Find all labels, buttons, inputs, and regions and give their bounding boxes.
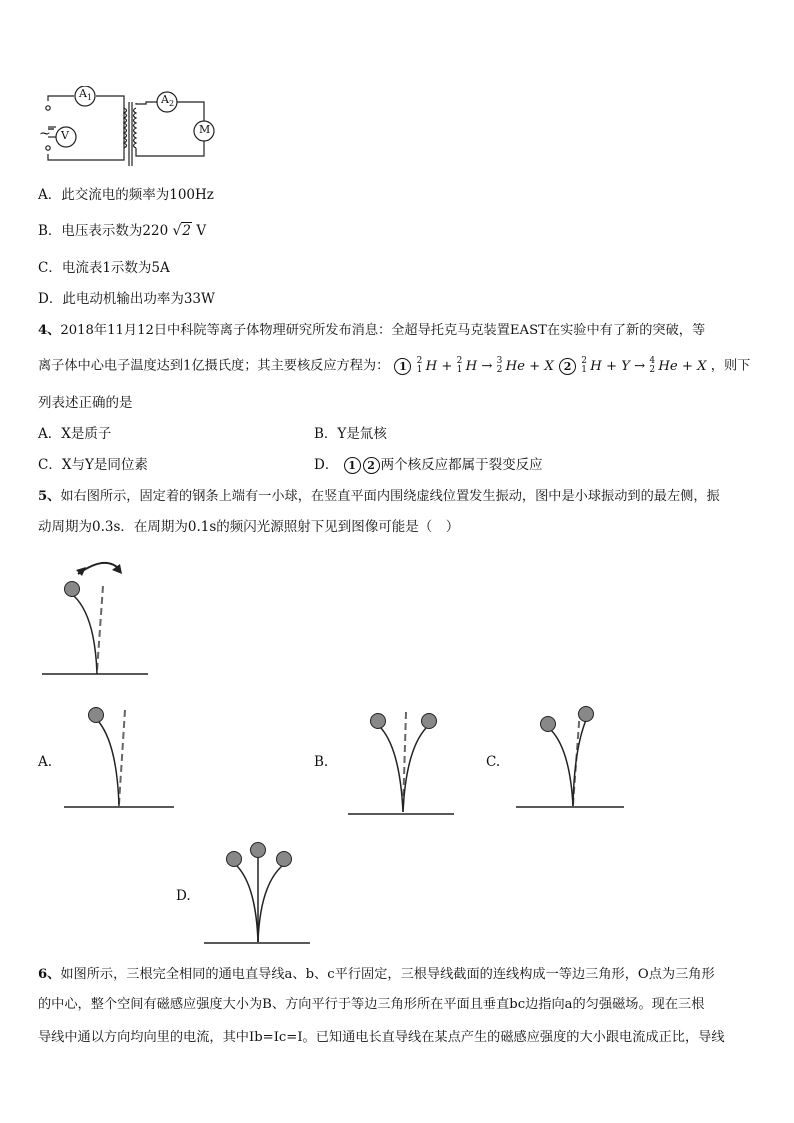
circled-2-icon: 2 — [363, 457, 380, 474]
q3-option-c[interactable]: C．电流表1示数为5A — [38, 260, 170, 276]
q5-choice-a-figure[interactable] — [62, 700, 178, 812]
motor-label: M — [199, 123, 211, 136]
q6-stem-line3: 导线中通以方向均向里的电流，其中Ib=Ic=I。已知通电长直导线在某点产生的磁感应强度的大小跟电流成正比，导线 — [38, 1030, 725, 1045]
ammeter2-label: $A_2$ — [161, 93, 175, 109]
q6-stem-line2: 的中心，整个空间有磁感应强度大小为B、方向平行于等边三角形所在平面且垂直bc边指向a的匀强磁场。现在三根 — [38, 997, 705, 1012]
q5-stem-line2: 动周期为0.3s．在周期为0.1s的频闪光源照射下见到图像可能是（ ） — [38, 519, 460, 535]
q5-choice-a-label[interactable]: A. — [38, 754, 53, 770]
arrow-left-icon — [76, 567, 86, 576]
transformer-circuit-diagram — [36, 86, 226, 170]
q3-option-d[interactable]: D．此电动机输出功率为33W — [38, 291, 215, 307]
q5-choice-c-label[interactable]: C. — [486, 754, 501, 770]
q4-option-c[interactable]: C．X与Y是同位素 — [38, 457, 148, 473]
q5-choice-b-label[interactable]: B. — [314, 754, 329, 770]
q4-option-a[interactable]: A．X是质子 — [38, 426, 112, 442]
q3-option-a[interactable]: A．此交流电的频率为100Hz — [38, 187, 214, 203]
q4-stem-line3: 列表述正确的是 — [38, 395, 133, 411]
q4-option-d[interactable]: D． 1 2 两个核反应都属于裂变反应 — [314, 457, 543, 473]
circled-1-icon: 1 — [344, 457, 361, 474]
q4-stem-line2: 离子体中心电子温度达到1亿摄氏度；其主要核反应方程为： 1 2 1 H + 2 1 H → 3 2 He + X 2 2 1 H + Y → 4 2 He + X ，则下 — [38, 356, 751, 375]
q3-option-b[interactable]: B．电压表示数为220 √2 V — [38, 223, 207, 239]
q5-choice-d-label[interactable]: D. — [176, 888, 191, 904]
circled-2-icon: 2 — [559, 358, 576, 375]
voltmeter-label: V — [61, 129, 69, 142]
ammeter1-label: $A_1$ — [79, 87, 93, 103]
q6-stem-line1: 6、如图所示，三根完全相同的通电直导线a、b、c平行固定，三根导线截面的连线构成一等边三角形，O点为三角形 — [38, 967, 715, 982]
q5-choice-b-figure[interactable] — [346, 700, 458, 818]
q5-main-figure — [40, 556, 155, 680]
q5-stem-line1: 5、如右图所示，固定着的钢条上端有一小球，在竖直平面内围绕虚线位置发生振动，图中是小球振动到的最左侧，振 — [38, 489, 720, 504]
q4-option-b[interactable]: B．Y是氚核 — [314, 426, 387, 442]
ac-source-symbol: ~ — [39, 126, 51, 142]
circled-1-icon: 1 — [394, 358, 411, 375]
q4-stem-line1: 4、2018年11月12日中科院等离子体物理研究所发布消息：全超导托克马克装置EAST在实验中有了新的突破，等 — [38, 323, 706, 338]
reaction-equation-1: 2 1 H + 2 1 H → 3 2 He + X — [416, 356, 554, 375]
q5-choice-c-figure[interactable] — [514, 700, 628, 812]
q5-choice-d-figure[interactable] — [202, 836, 314, 950]
reaction-equation-2: 2 1 H + Y → 4 2 He + X — [581, 356, 707, 375]
